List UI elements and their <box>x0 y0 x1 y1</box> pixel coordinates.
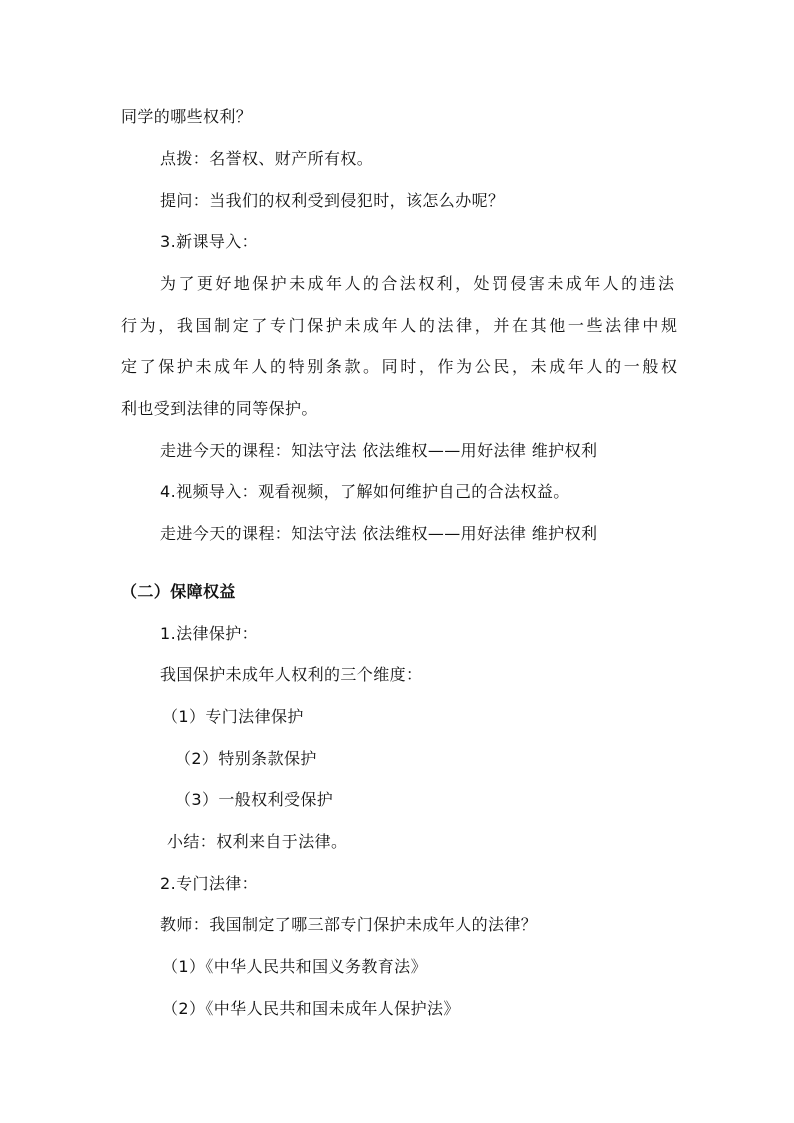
paragraph-line: 定了保护未成年人的特别条款。同时，作为公民，未成年人的一般权 <box>121 357 677 376</box>
text-line: 走进今天的课程：知法守法 依法维权——用好法律 维护权利 <box>160 441 598 460</box>
paragraph-line: 为了更好地保护未成年人的合法权利，处罚侵害未成年人的违法 <box>160 274 674 293</box>
list-item: （3）一般权利受保护 <box>175 790 334 809</box>
text-line: 同学的哪些权利？ <box>121 107 253 126</box>
text-line: 提问：当我们的权利受到侵犯时，该怎么办呢？ <box>160 191 505 210</box>
text-line: 点拨：名誉权、财产所有权。 <box>160 149 374 168</box>
text-line: 3.新课导入： <box>160 232 259 251</box>
list-item: （1）专门法律保护 <box>162 707 304 726</box>
text-line: 我国保护未成年人权利的三个维度： <box>160 665 423 684</box>
text-line: 小结：权利来自于法律。 <box>167 832 348 851</box>
list-item: （2）《中华人民共和国未成年人保护法》 <box>162 999 460 1018</box>
paragraph-line: 行为，我国制定了专门保护未成年人的法律，并在其他一些法律中规 <box>121 316 677 335</box>
text-line: 走进今天的课程：知法守法 依法维权——用好法律 维护权利 <box>160 524 598 543</box>
list-item: （2）特别条款保护 <box>175 749 317 768</box>
text-line: 2.专门法律： <box>160 874 259 893</box>
section-heading: （二）保障权益 <box>121 582 236 601</box>
text-line: 教师：我国制定了哪三部专门保护未成年人的法律？ <box>160 915 538 934</box>
text-line: 4.视频导入：观看视频，了解如何维护自己的合法权益。 <box>160 482 570 501</box>
paragraph-line: 利也受到法律的同等保护。 <box>121 399 318 418</box>
list-item: （1）《中华人民共和国义务教育法》 <box>162 957 427 976</box>
text-line: 1.法律保护： <box>160 624 259 643</box>
